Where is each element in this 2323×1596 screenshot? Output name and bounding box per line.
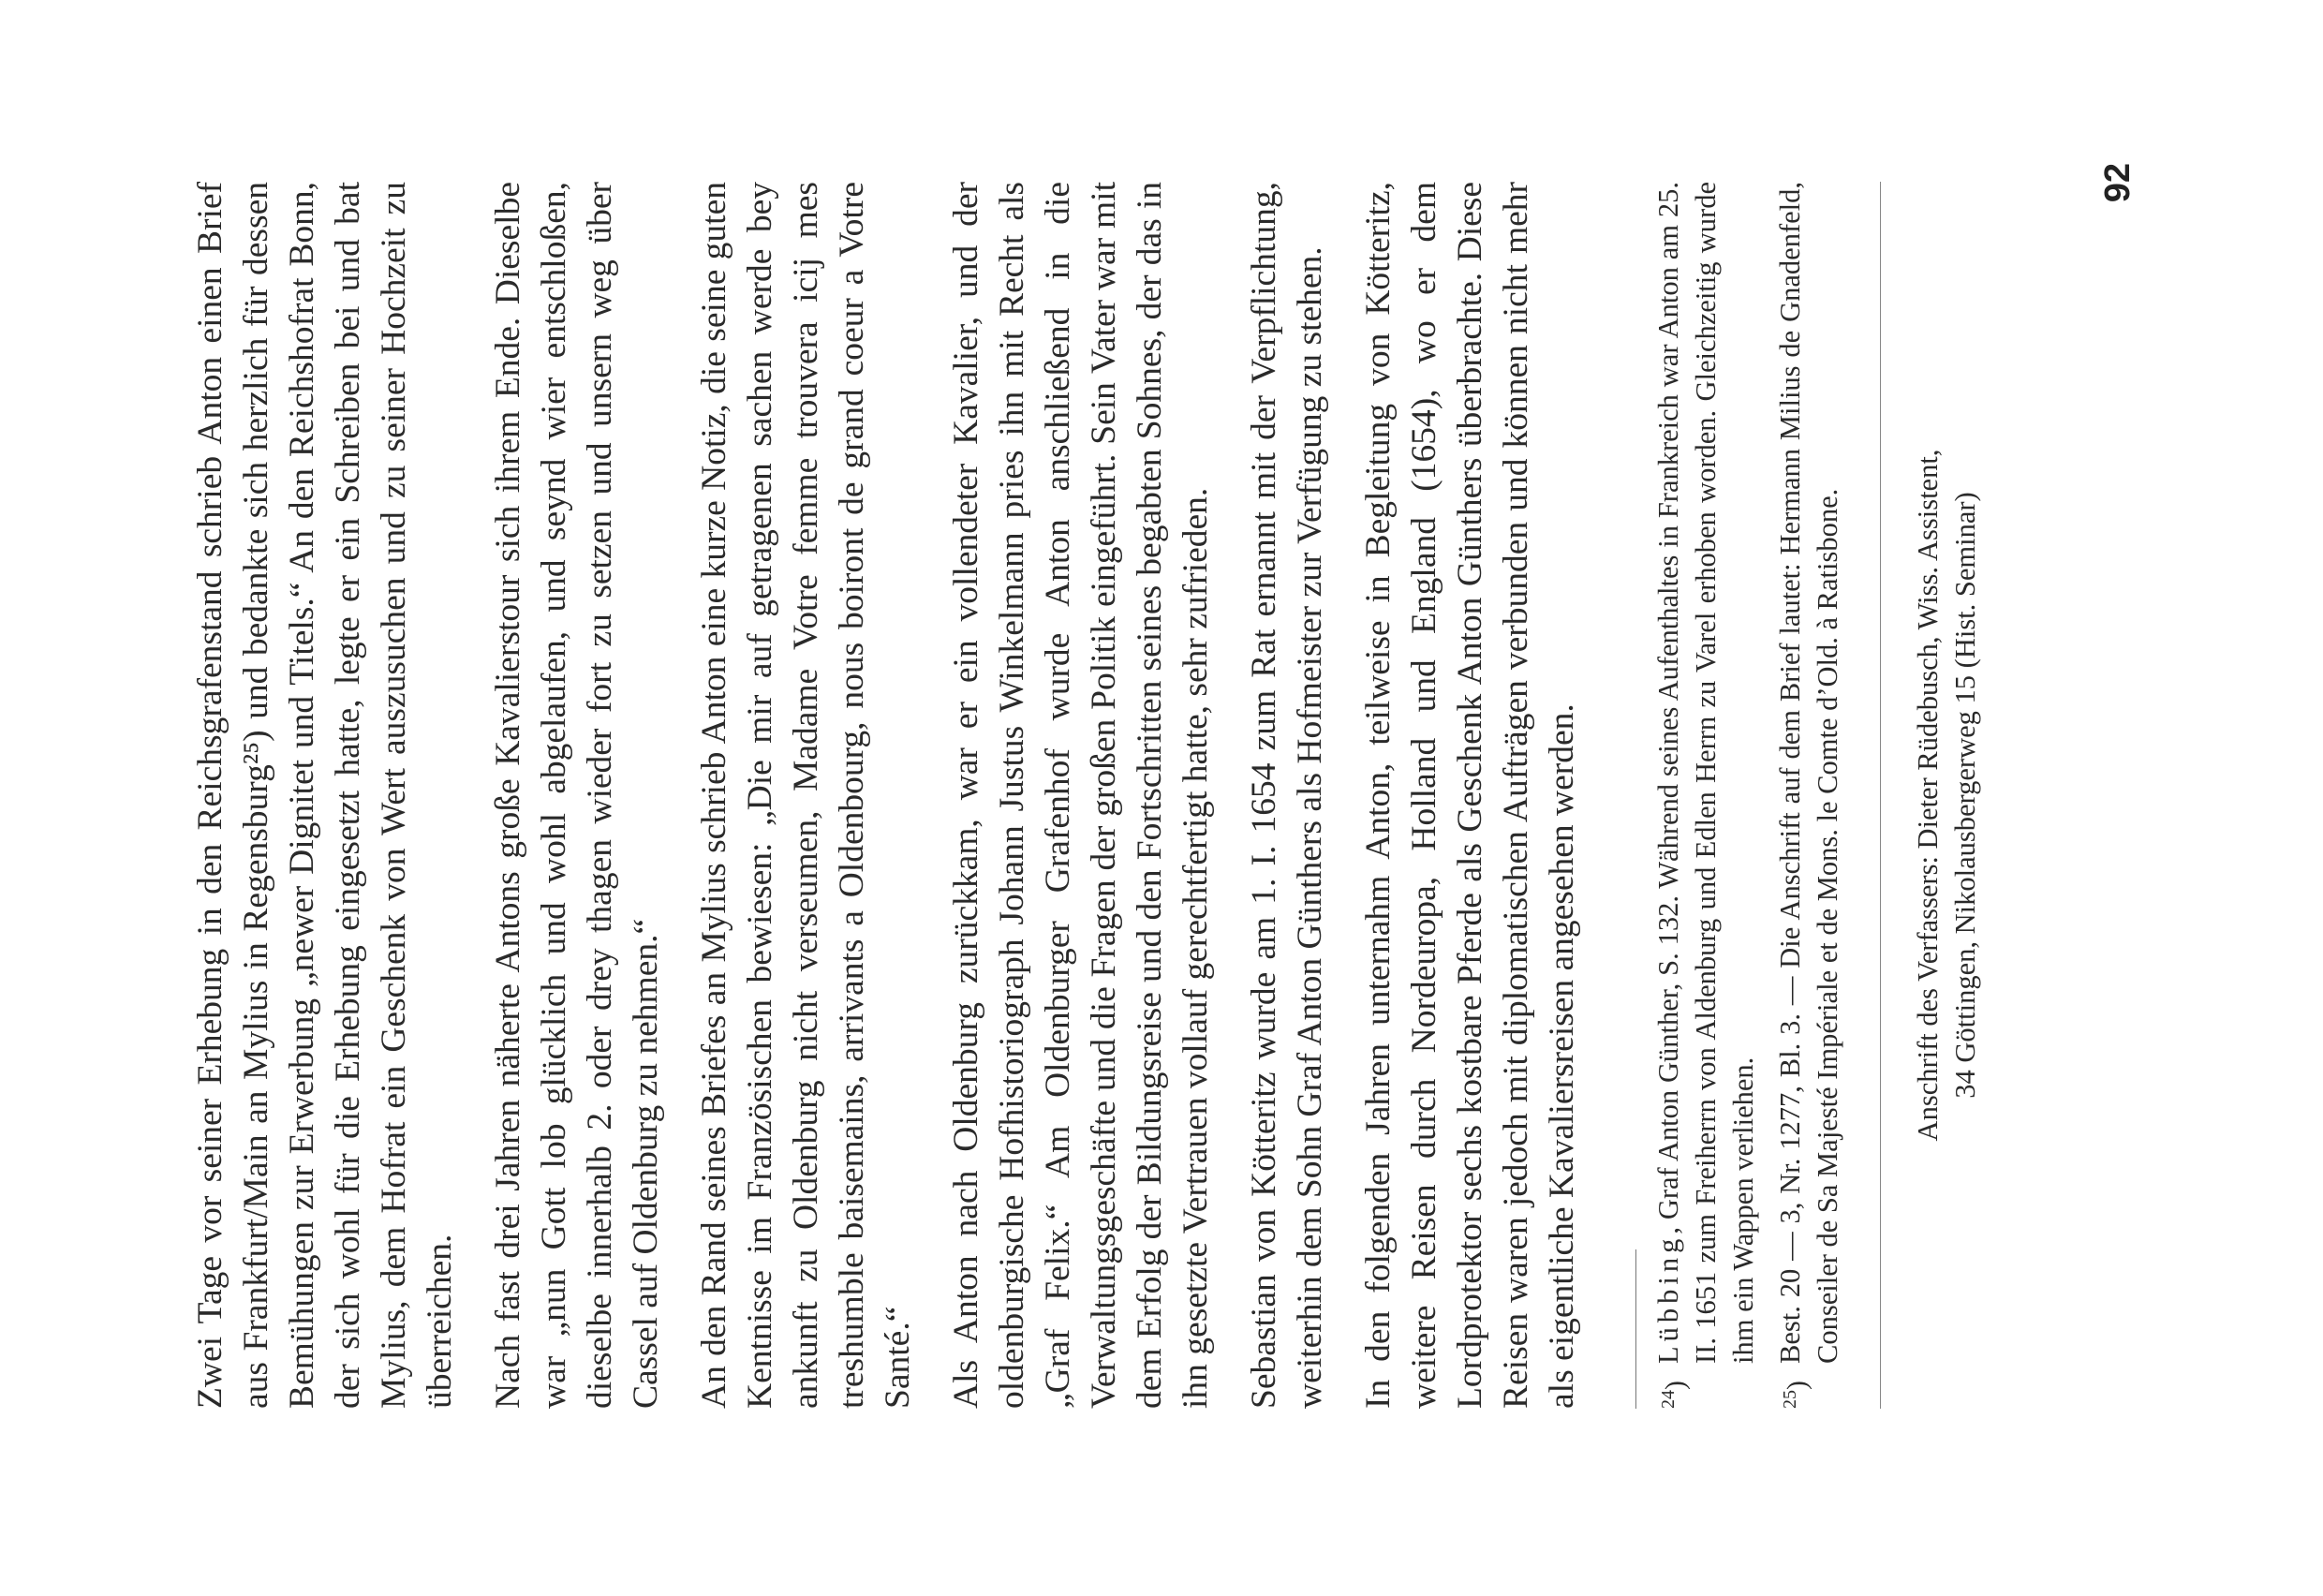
- footnote-author: Lübbing: [1652, 1234, 1684, 1364]
- address-line-1: Anschrift des Verfassers: Dieter Rüdebusch, Wiss. Assistent,: [1912, 449, 1944, 1142]
- footnote-text: [1650, 182, 1762, 1364]
- footnote-body: Best. 20 — 3, Nr. 1277, Bl. 3. — Die Anschrift auf dem Brief lautet: Hermann Milius de Gnadenfeld, Conseiler de Sa Majesté Impériale et de Mons. le Comte d’Old. à Ratisbone.: [1774, 182, 1843, 1364]
- paragraph-2: Nach fast drei Jahren näherte Antons große Kavalierstour sich ihrem Ende. Dieselbe war „nun Gott lob glücklich und wohl abgelaufen, und seynd wier entschloßen, dieselbe innerhalb 2. oder drey thagen wieder fort zu setzen und unsern weg über Cassel auf Oldenburg zu nehmen.“: [489, 182, 665, 1409]
- address-separator: [1880, 182, 1881, 1409]
- footnote-body: , Graf Anton Günther, S. 132. Während seines Aufenthaltes in Frankreich war Anton am 25. II. 1651 zum Freiherrn von Aldenburg und Edlen Herrn zu Varel erhoben worden. Gleichzeitig wurde ihm ein Wappen verliehen.: [1652, 182, 1759, 1364]
- paragraph-3: An den Rand seines Briefes an Mylius schrieb Anton eine kurze Notiz, die seine guten Kentnisse im Französischen bewiesen: „Die mir auf getragenen sachen werde bey ankunft zu Oldenburg nicht verseumen, Madame Votre femme trouvera icij mes treshumble baisemains, arrivants a Oldenbourg, nous boiront de grand coeur a Votre Santé.“: [695, 182, 917, 1409]
- page-number: 92: [2098, 163, 2138, 203]
- footnote-separator: [1635, 1249, 1636, 1409]
- paragraph-4: Als Anton nach Oldenburg zurückkam, war er ein vollendeter Kavalier, und der oldenburgische Hofhistoriograph Johann Justus Winkelmann pries ihn mit Recht als „Graf Felix.“ Am Oldenburger Grafenhof wurde Anton anschließend in die Verwaltungsgeschäfte und die Fragen der großen Politik eingeführt. Sein Vater war mit dem Erfolg der Bildungsreise und den Fortschritten seines begabten Sohnes, der das in ihn gesetzte Vertrauen vollauf gerechtfertigt hatte, sehr zufrieden.: [947, 182, 1215, 1409]
- author-address: [1909, 182, 1984, 1409]
- page-content: [187, 182, 2021, 1409]
- paragraph-6: In den folgenden Jahren unternahm Anton, teilweise in Begleitung von Kötteritz, weitere Reisen durch Nordeuropa, Holland und England (1654), wo er dem Lordprotektor sechs kostbare Pferde als Geschenk Anton Günthers überbrachte. Diese Reisen waren jedoch mit diplomatischen Aufträgen verbunden und können nicht mehr als eigentliche Kavaliersreisen angesehen werden.: [1359, 182, 1581, 1409]
- address-line-2: 34 Göttingen, Nikolausbergerweg 15 (Hist. Seminar): [1949, 492, 1981, 1099]
- footnote-text: [1771, 182, 1846, 1364]
- footnote-marker: $^{25}$): [1780, 1381, 1813, 1409]
- footnote-24: [1650, 182, 1762, 1409]
- footnote-marker: $^{24}$): [1658, 1381, 1691, 1409]
- paragraph-1: Zwei Tage vor seiner Erhebung in den Reichsgrafenstand schrieb Anton einen Brief aus Frankfurt/Main an Mylius in Regensburg²⁵) und bedankte sich herzlich für dessen Bemühungen zur Erwerbung „newer Dignitet und Titels.“ An den Reichshofrat Bonn, der sich wohl für die Erhebung eingesetzt hatte, legte er ein Schreiben bei und bat Mylius, dem Hofrat ein Geschenk von Wert auszusuchen und zu seiner Hochzeit zu überreichen.: [191, 182, 459, 1409]
- footnote-25: [1771, 182, 1846, 1409]
- paragraph-5: Sebastian von Kötteritz wurde am 1. I. 1654 zum Rat ernannt mit der Verpflichtung, weiterhin dem Sohn Graf Anton Günthers als Hofmeister zur Verfügung zu stehen.: [1245, 182, 1329, 1409]
